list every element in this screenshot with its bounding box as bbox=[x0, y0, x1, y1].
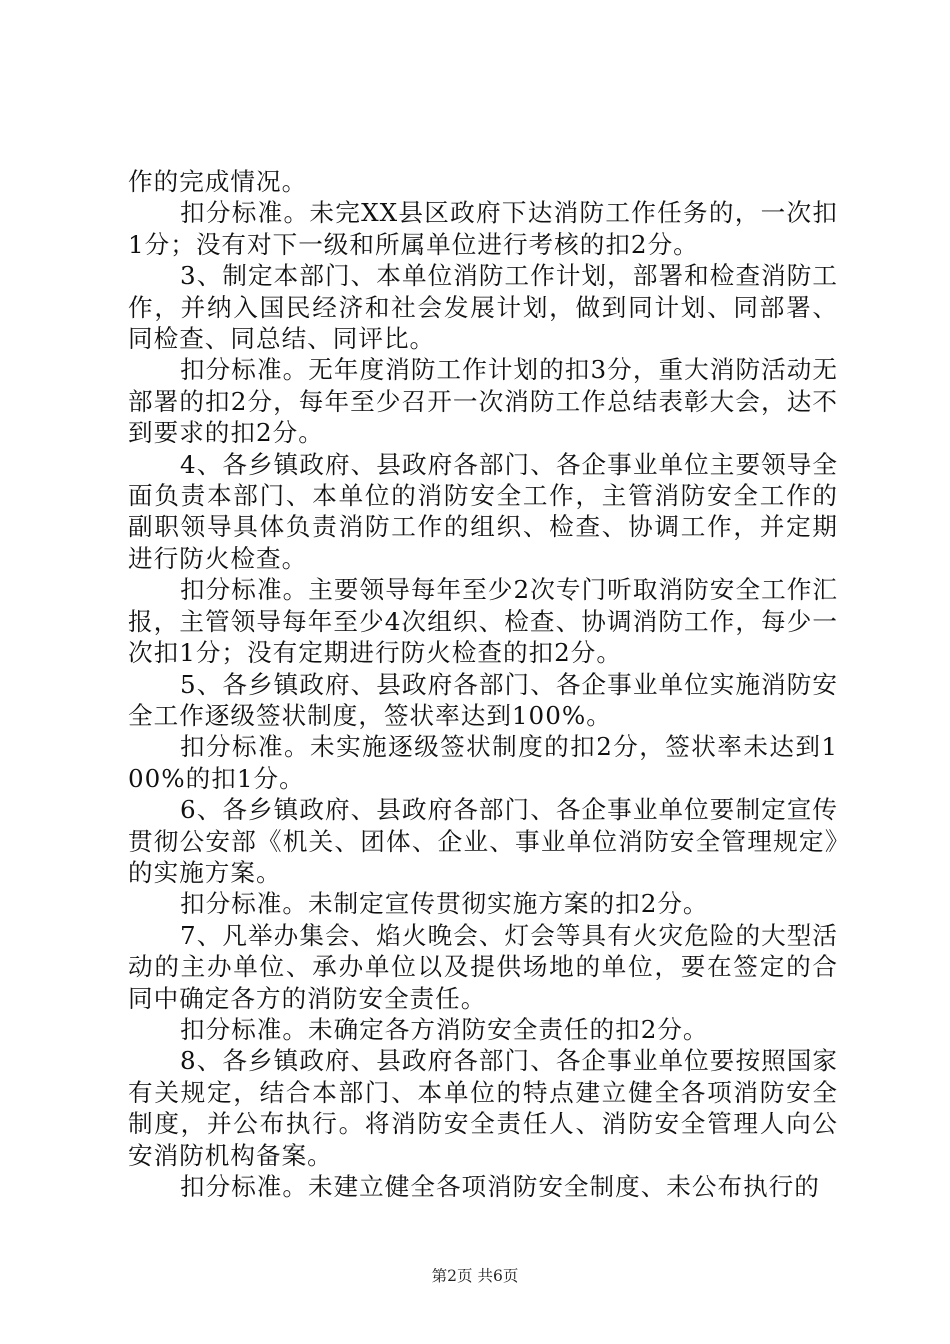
paragraph-deduction-standard: 扣分标准。无年度消防工作计划的扣3分，重大消防活动无部署的扣2分，每年至少召开一次消防工作总结表彰大会，达不到要求的扣2分。 bbox=[128, 355, 838, 448]
page-footer bbox=[0, 1264, 950, 1286]
paragraph-item-3: 3、制定本部门、本单位消防工作计划，部署和检查消防工作，并纳入国民经济和社会发展计划，做到同计划、同部署、同检查、同总结、同评比。 bbox=[128, 261, 838, 354]
page-number-label: 第2页 共6页 bbox=[431, 1267, 519, 1285]
paragraph-item-5: 5、各乡镇政府、县政府各部门、各企事业单位实施消防安全工作逐级签状制度，签状率达到100%。 bbox=[128, 669, 838, 730]
paragraph-continuation: 作的完成情况。 bbox=[128, 167, 308, 196]
paragraph-item-7: 7、凡举办集会、焰火晚会、灯会等具有火灾危险的大型活动的主办单位、承办单位以及提供场地的单位，要在签定的合同中确定各方的消防安全责任。 bbox=[128, 920, 838, 1013]
paragraph-item-8: 8、各乡镇政府、县政府各部门、各企事业单位要按照国家有关规定，结合本部门、本单位的特点建立健全各项消防安全制度，并公布执行。将消防安全责任人、消防安全管理人向公安消防机构备案。 bbox=[128, 1046, 838, 1170]
paragraph-item-6: 6、各乡镇政府、县政府各部门、各企事业单位要制定宣传贯彻公安部《机关、团体、企业、事业单位消防安全管理规定》的实施方案。 bbox=[128, 795, 838, 887]
paragraph-item-4: 4、各乡镇政府、县政府各部门、各企事业单位主要领导全面负责本部门、本单位的消防安全工作，主管消防安全工作的副职领导具体负责消防工作的组织、检查、协调工作，并定期进行防火检查。 bbox=[128, 449, 838, 573]
document-body bbox=[128, 166, 838, 1202]
paragraph-deduction-standard: 扣分标准。主要领导每年至少2次专门听取消防安全工作汇报，主管领导每年至少4次组织、检查、协调消防工作，每少一次扣1分；没有定期进行防火检查的扣2分。 bbox=[128, 575, 838, 668]
paragraph-deduction-standard: 扣分标准。未建立健全各项消防安全制度、未公布执行的 bbox=[180, 1172, 820, 1201]
paragraph-deduction-standard: 扣分标准。未确定各方消防安全责任的扣2分。 bbox=[180, 1014, 709, 1044]
paragraph-deduction-standard: 扣分标准。未实施逐级签状制度的扣2分，签状率未达到100%的扣1分。 bbox=[128, 732, 838, 793]
paragraph-deduction-standard: 扣分标准。未制定宣传贯彻实施方案的扣2分。 bbox=[180, 889, 709, 919]
paragraph-deduction-standard: 扣分标准。未完XX县区政府下达消防工作任务的，一次扣1分；没有对下一级和所属单位进行考核的扣2分。 bbox=[128, 198, 838, 259]
